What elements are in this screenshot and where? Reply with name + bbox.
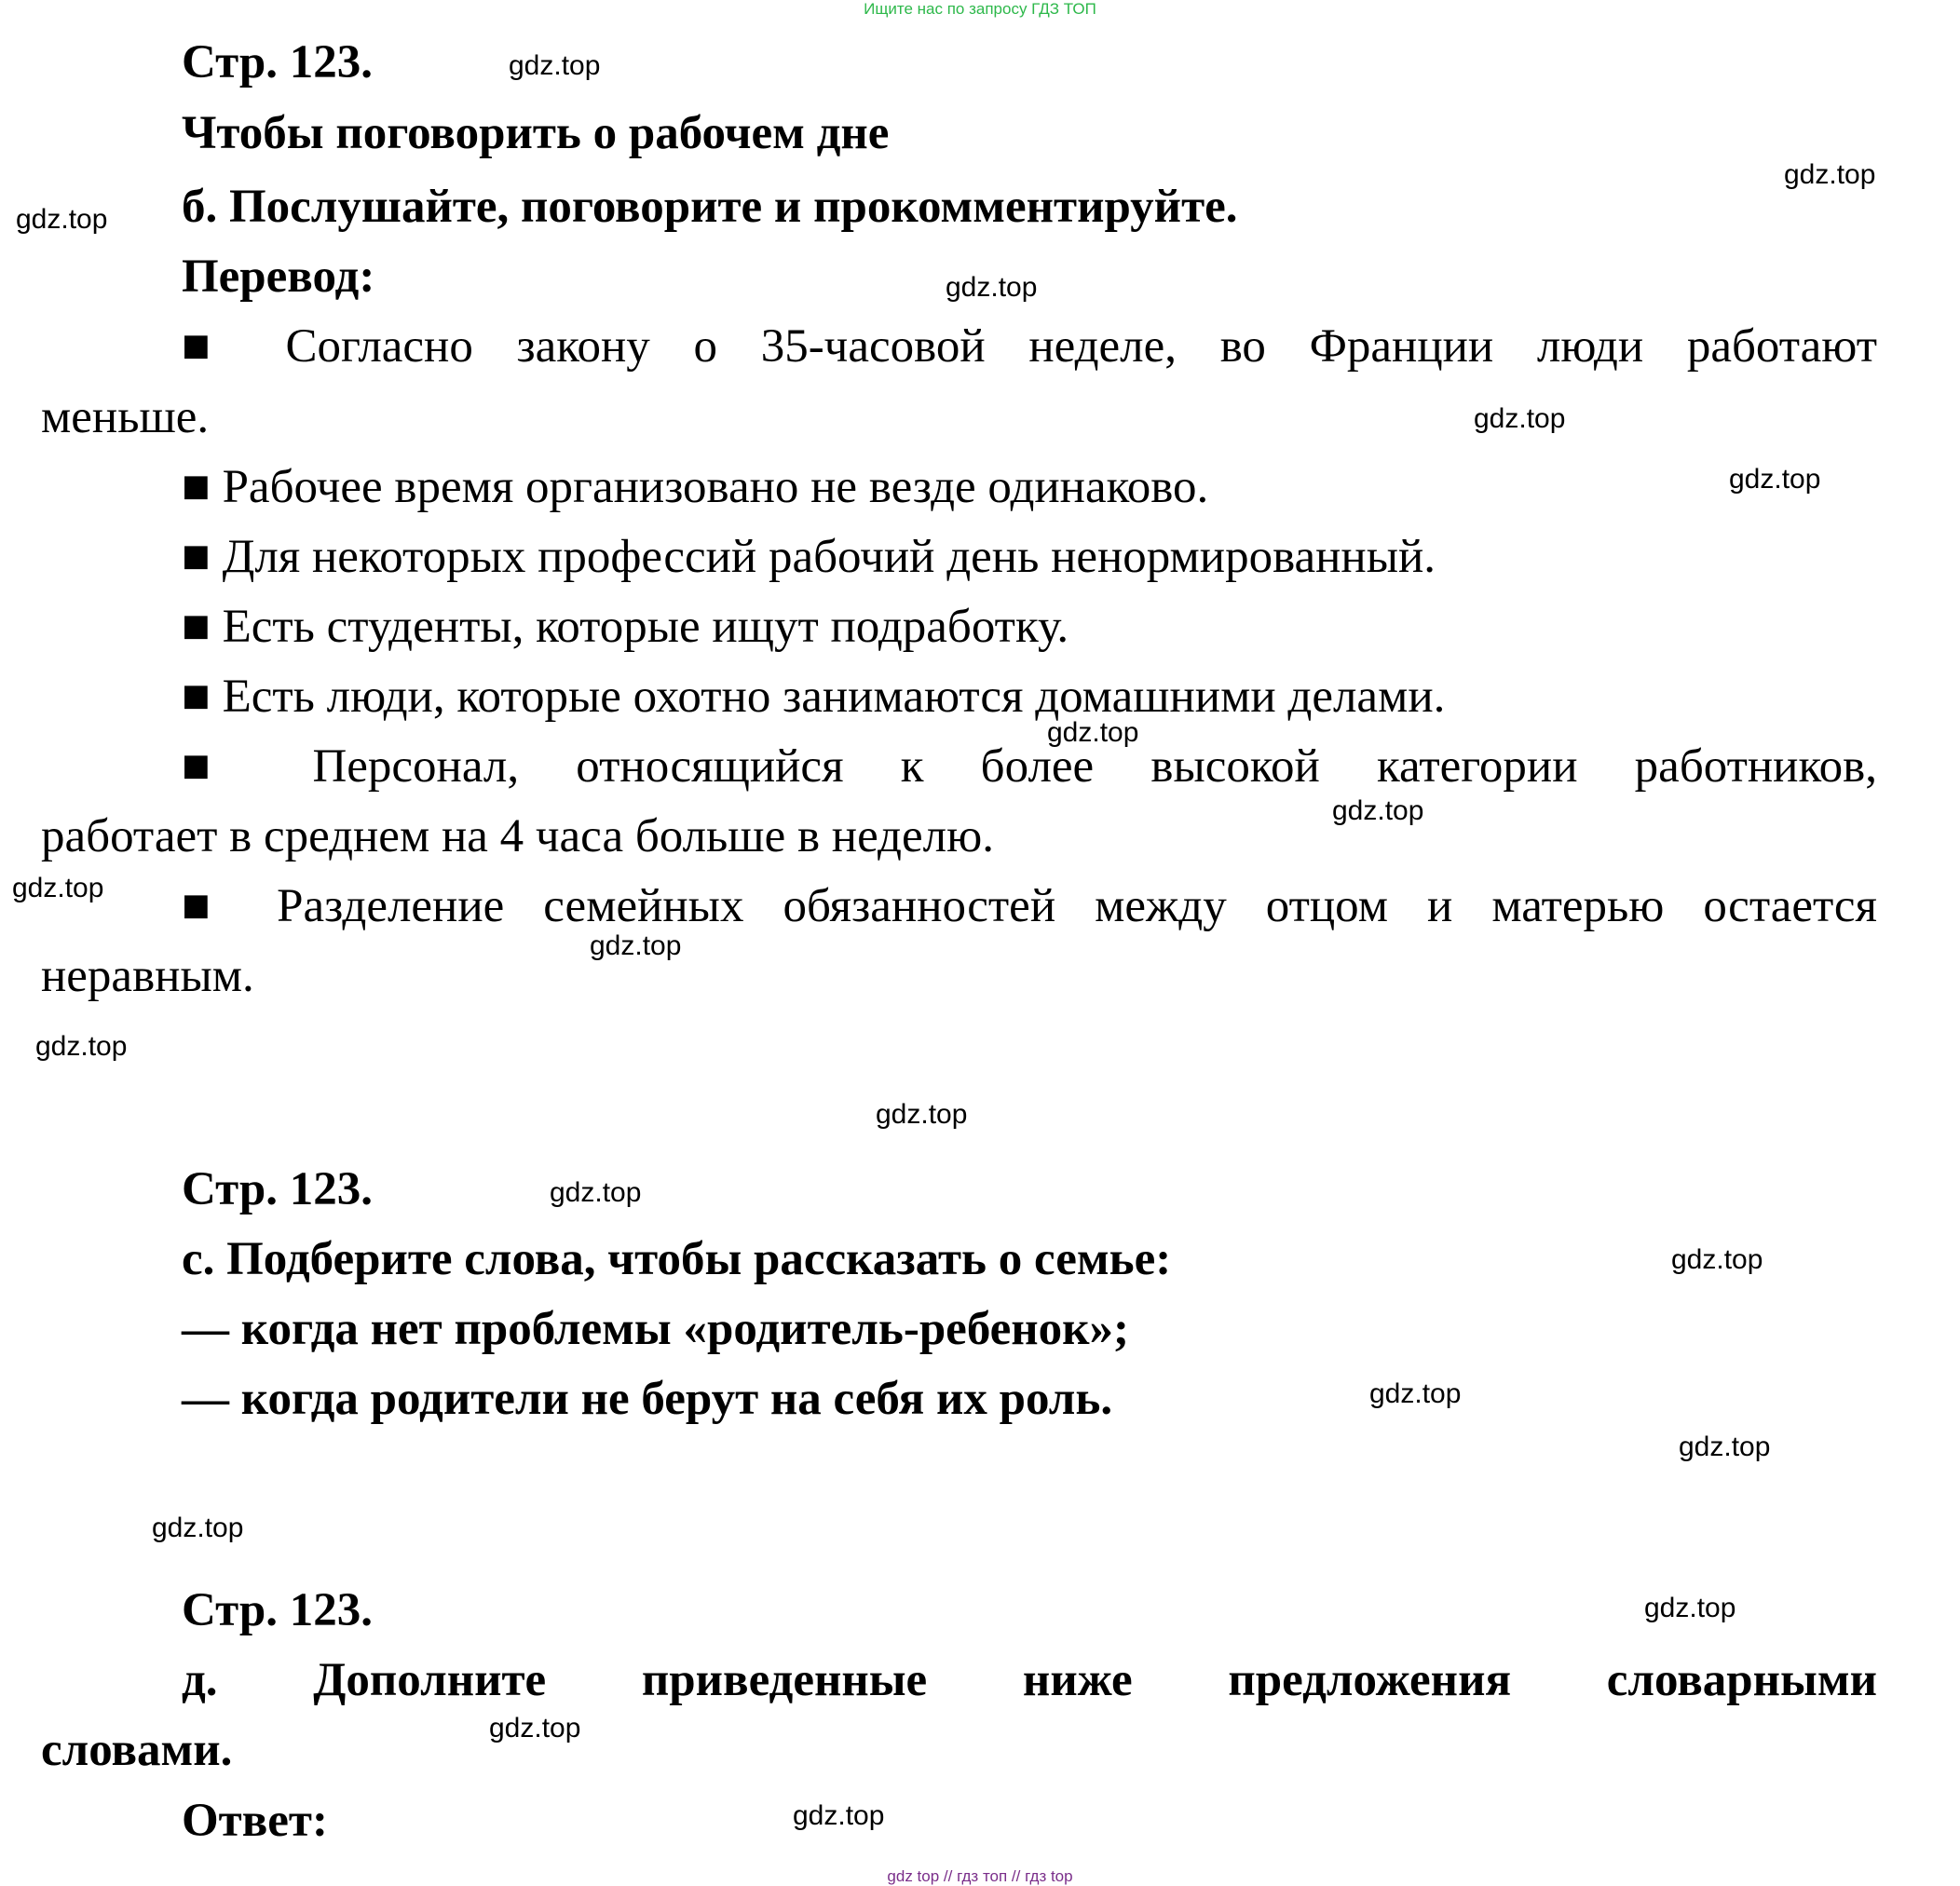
watermark: gdz.top [1332,795,1424,826]
watermark: gdz.top [1644,1593,1736,1623]
dash-item: — когда родители не берут на себя их роль. [182,1373,1113,1425]
list-item-continuation: меньше. [41,391,210,443]
watermark: gdz.top [793,1800,885,1831]
watermark: gdz.top [152,1513,244,1543]
list-item: ■ Персонал, относящийся к более высокой категории работников, [182,740,1877,793]
bullet-icon: ■ [182,880,238,932]
answer-label: Ответ: [182,1795,328,1847]
list-item: ■ Согласно закону о 35-часовой неделе, во Франции люди работают [182,320,1877,373]
page-ref-2: Стр. 123. [182,1163,373,1215]
bullet-icon: ■ [182,461,211,513]
list-item-continuation: работает в среднем на 4 часа больше в неделю. [41,810,994,862]
list-item: ■ Разделение семейных обязанностей между отцом и матерью остается [182,880,1878,932]
watermark: gdz.top [12,873,104,903]
watermark: gdz.top [1369,1378,1462,1409]
task-d: д. Дополните приведенные ниже предложения словарными [182,1654,1877,1706]
watermark: gdz.top [1671,1244,1763,1275]
list-item-continuation: неравным. [41,950,254,1002]
watermark: gdz.top [1784,159,1876,190]
bullet-icon: ■ [182,740,256,793]
footer-banner: gdz top // гдз топ // гдз top [887,1867,1073,1885]
watermark: gdz.top [489,1713,581,1744]
watermark: gdz.top [509,50,601,81]
page-ref-3: Стр. 123. [182,1584,373,1636]
list-item: ■ Есть студенты, которые ищут подработку. [182,601,1069,653]
bullet-icon: ■ [182,531,211,583]
bullet-icon: ■ [182,601,211,653]
watermark: gdz.top [876,1099,968,1130]
list-item: ■ Рабочее время организовано не везде одинаково. [182,461,1209,513]
watermark: gdz.top [590,930,682,961]
task-b: б. Послушайте, поговорите и прокомментируйте. [182,181,1238,233]
watermark: gdz.top [35,1031,128,1062]
page-ref-1: Стр. 123. [182,36,373,88]
translation-label: Перевод: [182,251,375,303]
watermark: gdz.top [16,204,108,235]
task-c: с. Подберите слова, чтобы рассказать о семье: [182,1233,1172,1285]
watermark: gdz.top [1474,403,1566,434]
topic-heading: Чтобы поговорить о рабочем дне [182,107,890,159]
watermark: gdz.top [1729,464,1821,495]
watermark: gdz.top [550,1177,642,1208]
list-item: ■ Для некоторых профессий рабочий день ненормированный. [182,531,1436,583]
bullet-icon: ■ [182,671,211,723]
watermark: gdz.top [1047,717,1139,748]
dash-item: — когда нет проблемы «родитель-ребенок»; [182,1303,1130,1355]
task-d-continuation: словами. [41,1724,233,1776]
list-item: ■ Есть люди, которые охотно занимаются домашними делами. [182,671,1446,723]
watermark: gdz.top [1679,1431,1771,1462]
watermark: gdz.top [946,272,1038,303]
bullet-icon: ■ [182,320,242,373]
header-banner: Ищите нас по запросу ГДЗ ТОП [864,0,1096,18]
